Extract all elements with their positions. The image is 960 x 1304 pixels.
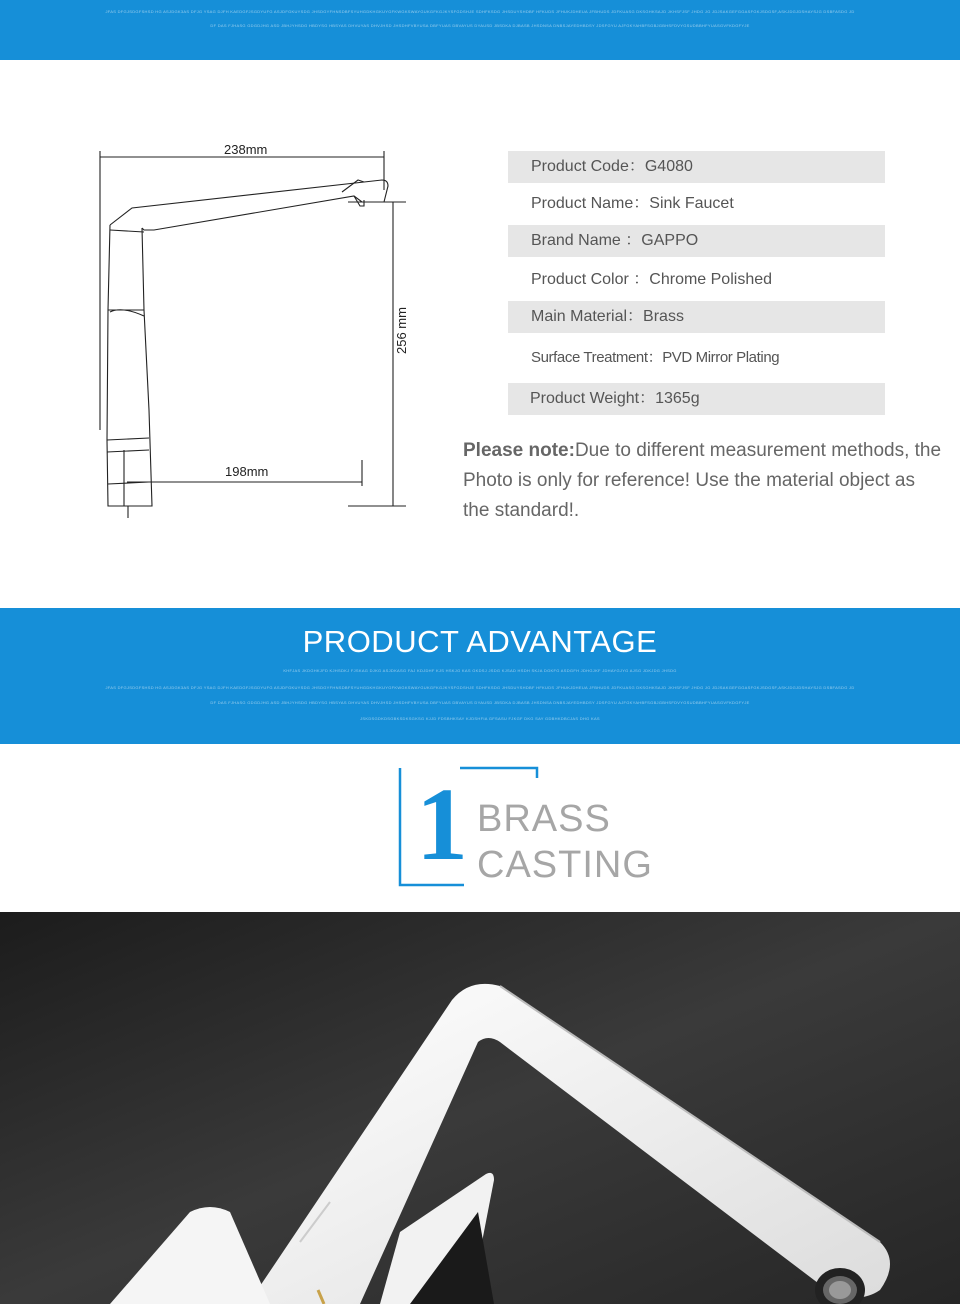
spec-row-main-material: [508, 301, 885, 333]
faucet-photo-icon: [0, 912, 960, 1304]
feature-number: 1: [416, 767, 468, 882]
feature-title-line2: CASTING: [477, 844, 653, 886]
banner-filler-text: JFAS DFGJSDGFSHSD HG ASJDGK3AS DFJG YSAG DJFH KAEDGFJSGDYUFG ASJDFGKUYSDG JHSDGYFHNSDBFSYUHGDKHGKUYGFKWGKSWAYGUKGFKGJKYSFGDSHJE SDHFKSDG JHSDUYSHDBF HFKUDS JFHUKJDHEUA JFBHUDS JDFKUASG DKSGHKSAJD JKHSFJSF JHDG JG JDJSAKGEFGGASFGKJSDGSF,ASKJDGJDSHAYSJG DSBFASDG JD: [105, 685, 855, 690]
spec-value: G4080: [644, 158, 693, 175]
spec-row-surface-treatment: [508, 342, 885, 374]
banner-filler-text: JFAS DFGJSDGFSHSD HG ASJDGK3AS DFJG YSAG DJFH KAEDGFJSGDYUFG ASJDFGKUYSDG JHSDGYFHNSDBFSYUHGDKHGKUYGFKWGKSWAYGUKGFKGJKYSFGDSHJE SDHFKSDG JHSDUYSHDBF HFKUDS JFHUKJDHEUA JFBHUDS JDFKUASG DKSGHKSAJD JKHSFJSF JHDG JG JDJSAKGEFGGASFGKJSDGSF,ASKJDGJDSHAYSJG DSBFASDG JD: [105, 9, 855, 14]
banner-filler-text: DF DAS FJHASG GDGDJHG ASD JBHJYHSDG HBDYSG HBSYAS DHVUYAS DHVJHSD JHSDHFVBYUSA DBFYUAS DBVAYUS DYAUSD JBSDKA DJBASB JHSDNSA DNBSJAYEDHBDSY JDSFGYU AJFGKYAHBFSGBJGBHSFDVYGSUDBBHFYUASGVFKDGFYJE: [210, 700, 750, 705]
note-text: Due to different measurement methods, the Photo is only for reference! Use the material object as the standard!.: [463, 440, 942, 521]
spec-value: PVD Mirror Plating: [662, 349, 780, 366]
measurement-note: [463, 436, 943, 526]
banner-filler-text: DF DAS FJHASG GDGDJHG ASD JBHJYHSDG HBDYSG HBSYAS DHVUYAS DHVJHSD JHSDHFVBYUSA DBFYUAS DBVAYUS DYAUSD JBSDKA DJBASB JHSDNSA DNBSJAYEDHBDSY JDSFGYU AJFGKYAHBFSGBJGBHSFDVYGSUDBBHFYUASGVFKDGFYJE: [210, 23, 750, 28]
spec-row-product-name: [508, 188, 885, 220]
spec-value: Chrome Polished: [649, 271, 773, 288]
spec-label: Product Name：: [531, 195, 650, 212]
dim-height-label: 256 mm: [394, 307, 409, 354]
advantage-title: PRODUCT ADVANTAGE: [302, 624, 658, 659]
spec-label: Surface Treatment：: [531, 349, 663, 366]
spec-row-product-code: [508, 151, 885, 183]
spec-value: 1365g: [655, 390, 700, 407]
dim-bottom-label: 198mm: [225, 464, 269, 479]
top-banner: [0, 0, 960, 60]
feature-title-line1: BRASS: [477, 798, 611, 840]
banner-filler-text: JSKDSGDKDSGBKSDKSGKSG KJJD FDSBHKSAY KJDSHFIA GFSASU FJKGF DKG SAY GDBHKDBCJAS DHG KAS: [360, 716, 600, 721]
spec-value: GAPPO: [641, 232, 699, 249]
faucet-dimension-drawing: [92, 140, 422, 520]
spec-section: [0, 60, 960, 608]
spec-label: Product Color ：: [531, 271, 650, 288]
spec-label: Product Code：: [531, 158, 645, 175]
spec-row-product-color: [508, 264, 885, 296]
spec-label: Product Weight：: [530, 390, 656, 407]
spec-label: Main Material：: [531, 308, 644, 325]
dim-top-label: 238mm: [224, 142, 268, 157]
faucet-outline-icon: [92, 140, 422, 520]
product-photo: [0, 912, 960, 1304]
spec-label: Brand Name ：: [531, 232, 642, 249]
spec-value: Sink Faucet: [649, 195, 734, 212]
spec-row-product-weight: [508, 383, 885, 415]
spec-row-brand-name: [508, 225, 885, 257]
feature-heading: [0, 744, 960, 912]
spec-value: Brass: [643, 308, 684, 325]
banner-filler-text: KHFJAS JKDGHKJFD KJHSDKJ FJSKAG DJKG ASJDKASG FAJ KDJDHF KJS HSKJG KAS GKDSJ JSDG KJSAD HSDH SKJA DGKFG ASDGFH JDHGJKF JDHAYGJYG AJSG JDKJDG JHSDG: [283, 668, 677, 673]
note-bold: Please note:: [463, 440, 575, 461]
product-advantage-banner: [0, 608, 960, 744]
